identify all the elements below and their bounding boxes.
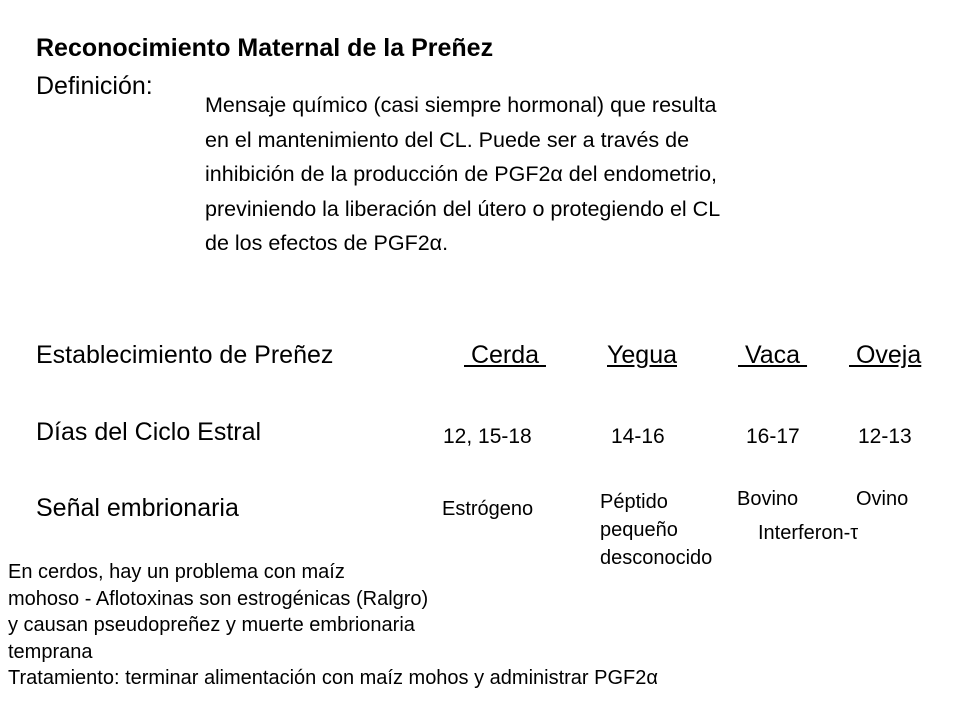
note-line: y causan pseudopreñez y muerte embrionaria (8, 614, 415, 636)
signal-bovino: Bovino (737, 488, 799, 510)
definition-line: inhibición de la producción de PGF2α del endometrio, (205, 162, 718, 186)
definition-line: previniendo la liberación del útero o protegiendo el CL (205, 196, 721, 221)
definition-line: en el mantenimiento del CL. Puede ser a través de (205, 127, 690, 152)
establishment-label: Establecimiento de Preñez (36, 341, 334, 369)
signal-yegua-line: pequeño (600, 519, 678, 541)
days-vaca: 16-17 (746, 425, 800, 448)
species-header-cerda: Cerda (464, 341, 546, 369)
note-line: En cerdos, hay un problema con maíz (8, 561, 345, 583)
note-line: temprana (8, 640, 93, 663)
estrous-days-label: Días del Ciclo Estral (36, 418, 262, 446)
species-header-vaca: Vaca (738, 341, 808, 369)
species-header-oveja: Oveja (849, 341, 922, 369)
signal-cerda: Estrógeno (442, 498, 534, 520)
signal-yegua-line: Péptido (600, 491, 668, 513)
signal-yegua-line: desconocido (600, 547, 713, 569)
definition-text (205, 88, 945, 261)
definition-label: Definición: (36, 72, 153, 100)
pig-note (8, 559, 658, 692)
days-yegua: 14-16 (611, 425, 665, 448)
days-cerda: 12, 15-18 (443, 425, 532, 448)
species-header-yegua: Yegua (607, 341, 677, 369)
days-oveja: 12-13 (858, 425, 912, 448)
note-line: Tratamiento: terminar alimentación con maíz mohos y administrar PGF2α (8, 667, 658, 689)
note-line: mohoso - Aflotoxinas son estrogénicas (Ralgro) (8, 587, 429, 610)
embryo-signal-label: Señal embrionaria (36, 494, 239, 522)
definition-line: Mensaje químico (casi siempre hormonal) que resulta (205, 93, 717, 117)
signal-ovino: Ovino (856, 488, 909, 510)
signal-interferon: Interferon-τ (758, 522, 859, 544)
definition-line: de los efectos de PGF2α. (205, 231, 449, 255)
page-title: Reconocimiento Maternal de la Preñez (36, 34, 494, 62)
